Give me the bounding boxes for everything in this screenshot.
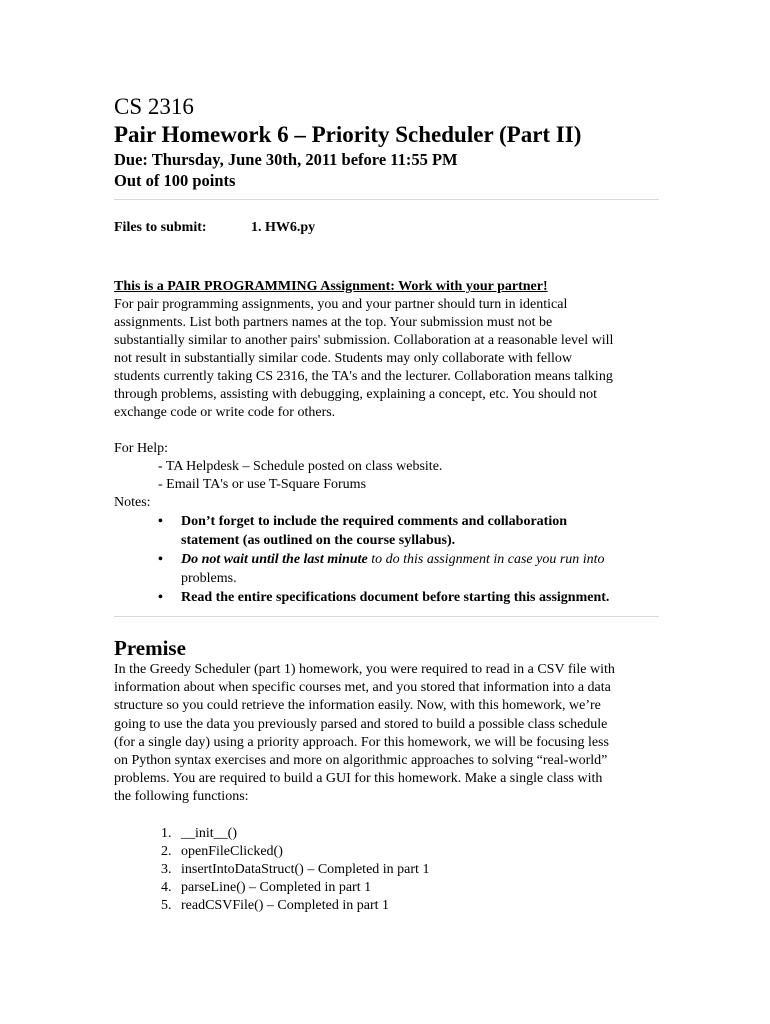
pair-programming-text [114,296,659,422]
due-date: Due: Thursday, June 30th, 2011 before 11:55 PM [114,150,458,169]
pair-line: through problems, assisting with debugging, explaining a concept, etc. You should not [114,387,597,402]
assignment-title: Pair Homework 6 – Priority Scheduler (Part II) [114,122,582,147]
item-number: 3. [161,861,172,877]
item-text: parseLine() – Completed in part 1 [181,879,372,895]
bullet-icon: • [158,552,163,567]
pair-line: substantially similar to another pairs' submission. Collaboration at a reasonable level will [114,333,614,348]
help-item: - TA Helpdesk – Schedule posted on class website. [158,459,443,474]
notes-label: Notes: [114,495,151,510]
list-item [114,897,659,915]
pair-programming-heading: This is a PAIR PROGRAMMING Assignment: Work with your partner! [114,279,548,294]
premise-line: the following functions: [114,789,249,805]
premise-line: structure so you could retrieve the information easily. Now, with this homework, we’re [114,698,601,714]
note-text: statement (as outlined on the course syllabus). [181,533,456,548]
note-text: Read the entire specifications document before starting this assignment. [181,590,610,605]
pair-line: For pair programming assignments, you and your partner should turn in identical [114,297,568,312]
functions-list [114,825,659,915]
pair-line: not result in substantially similar code. Students may only collaborate with fellow [114,351,573,366]
files-value: 1. HW6.py [251,220,316,235]
premise-line: (for a single day) using a priority approach. For this homework, we will be focusing less [114,734,609,750]
course-code: CS 2316 [114,94,194,119]
item-text: __init__() [181,825,237,841]
help-section [114,440,659,512]
list-item [114,843,659,861]
item-number: 1. [161,825,172,841]
note-text: Don’t forget to include the required comments and collaboration [181,514,568,529]
premise-line: going to use the data you previously parsed and stored to build a possible class schedule [114,716,608,732]
item-text: readCSVFile() – Completed in part 1 [181,897,390,913]
note-text: to do this assignment in case you run into [367,552,605,567]
premise-line: problems. You are required to build a GUI for this homework. Make a single class with [114,771,603,787]
help-item: - Email TA's or use T-Square Forums [158,477,367,492]
pair-line: assignments. List both partners names at the top. Your submission must not be [114,315,553,330]
note-text: problems. [181,571,237,586]
files-to-submit [114,220,659,236]
help-label: For Help: [114,441,169,456]
section-divider [114,616,659,617]
bullet-icon: • [158,590,163,605]
item-text: openFileClicked() [181,843,283,859]
note-item [114,550,659,588]
header-divider [114,199,659,200]
list-item [114,825,659,843]
premise-line: information about when specific courses met, and you stored that information into a data [114,680,611,696]
item-text: insertIntoDataStruct() – Completed in part 1 [181,861,430,877]
note-item [114,588,659,607]
list-item [114,861,659,879]
item-number: 4. [161,879,172,895]
list-item [114,879,659,897]
note-emphasis: Do not wait until the last minute [181,552,368,567]
notes-list [114,512,659,607]
premise-text [114,661,659,807]
total-points: Out of 100 points [114,171,236,190]
note-item [114,512,659,550]
pair-line: exchange code or write code for others. [114,405,336,420]
premise-line: on Python syntax exercises and more on algorithmic approaches to solving “real-world” [114,753,608,769]
document-content [114,93,659,915]
item-number: 2. [161,843,172,859]
pair-line: students currently taking CS 2316, the TA's and the lecturer. Collaboration means talking [114,369,613,384]
premise-heading: Premise [114,636,186,660]
premise-line: In the Greedy Scheduler (part 1) homework, you were required to read in a CSV file with [114,662,615,677]
files-label: Files to submit: [114,220,207,235]
item-number: 5. [161,897,172,913]
bullet-icon: • [158,514,163,529]
